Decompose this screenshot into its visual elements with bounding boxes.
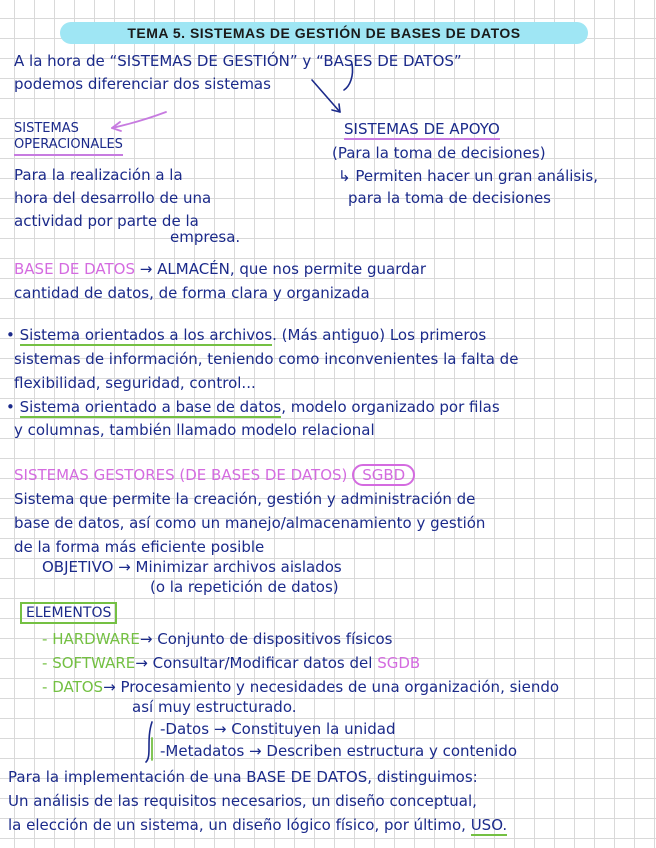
sub-datos-term: Datos	[165, 720, 210, 738]
elemento-dash: -	[42, 678, 48, 696]
arrow-to-apoyo	[312, 80, 340, 112]
conclusion-line-1: Para la implementación de una BASE DE DATOS, distinguimos:	[8, 768, 478, 786]
objetivo-label: OBJETIVO	[42, 558, 114, 576]
sgbd-line-1: Sistema que permite la creación, gestión y administración de	[14, 490, 476, 508]
elemento-datos-term: DATOS	[52, 678, 104, 696]
bullet-base-datos-term: Sistema orientado a base de datos	[19, 398, 282, 416]
elemento-dash: -	[42, 630, 48, 648]
apoyo-line-1: (Para la toma de decisiones)	[332, 144, 546, 162]
apoyo-line-3: para la toma de decisiones	[348, 189, 551, 207]
intro-line-2: podemos diferenciar dos sistemas	[14, 75, 271, 93]
intro-line-1: A la hora de “SISTEMAS DE GESTIÓN” y “BASES DE DATOS”	[14, 52, 462, 70]
conclusion-line-2: Un análisis de las requisitos necesarios, un diseño conceptual,	[8, 792, 477, 810]
sub-dash: -	[160, 742, 166, 760]
operacionales-line-3: actividad por parte de la	[14, 212, 199, 230]
bullet-archivos-rest: . (Más antiguo) Los primeros	[272, 326, 487, 344]
conclusion-uso-term: USO.	[470, 816, 508, 834]
bullet-base-datos-line-2: y columnas, también llamado modelo relacional	[14, 421, 375, 439]
operacionales-heading-1: SISTEMAS	[14, 121, 79, 136]
arrow-glyph: →	[118, 558, 131, 576]
elemento-hardware-term: HARDWARE	[52, 630, 140, 648]
apoyo-line-2: ↳ Permiten hacer un gran análisis,	[338, 167, 598, 185]
elemento-software-highlight: SGDB	[377, 654, 421, 672]
operacionales-line-2: hora del desarrollo de una	[14, 189, 212, 207]
bullet-dot: •	[6, 326, 15, 344]
conclusion-line-3-text: la elección de un sistema, un diseño lógico físico, por último,	[8, 816, 466, 834]
base-datos-line-2: cantidad de datos, de forma clara y organizada	[14, 284, 370, 302]
arrow-glyph: →	[249, 742, 262, 760]
base-datos-term: BASE DE DATOS	[14, 260, 135, 278]
sgbd-line-3: de la forma más eficiente posible	[14, 538, 265, 556]
arrow-glyph: →	[103, 678, 116, 696]
elemento-dash: -	[42, 654, 48, 672]
operacionales-line-1: Para la realización a la	[14, 166, 183, 184]
bullet-archivos-line-3: flexibilidad, seguridad, control...	[14, 374, 256, 392]
arrow-to-operacionales	[112, 112, 166, 128]
elemento-software-term: SOFTWARE	[52, 654, 136, 672]
bullet-archivos-line-2: sistemas de información, teniendo como inconvenientes la falta de	[14, 350, 519, 368]
sgbd-line-2: base de datos, así como un manejo/almacenamiento y gestión	[14, 514, 486, 532]
apoyo-heading: SISTEMAS DE APOYO	[344, 120, 500, 138]
elemento-software-text: Consultar/Modificar datos del	[152, 654, 373, 672]
arrow-glyph: →	[139, 260, 153, 278]
elemento-datos-line-2: así muy estructurado.	[132, 698, 297, 716]
arrow-glyph: →	[139, 630, 153, 648]
arrow-glyph: →	[135, 654, 148, 672]
bullet-archivos-term: Sistema orientados a los archivos	[19, 326, 273, 344]
brace-hook	[344, 64, 353, 90]
sgbd-acronym: SGBD	[352, 464, 415, 486]
elemento-hardware-text: Conjunto de dispositivos físicos	[157, 630, 393, 648]
objetivo-text: Minimizar archivos aislados	[135, 558, 342, 576]
bullet-base-datos-rest: , modelo organizado por filas	[281, 398, 500, 416]
operacionales-heading-2: OPERACIONALES	[14, 136, 123, 156]
bullet-dot: •	[6, 398, 15, 416]
sub-metadatos-text: Describen estructura y contenido	[266, 742, 518, 760]
arrow-glyph: →	[213, 720, 227, 738]
page-title: TEMA 5. SISTEMAS DE GESTIÓN DE BASES DE DATOS	[127, 25, 521, 41]
sgbd-heading-text: SISTEMAS GESTORES (DE BASES DE DATOS)	[14, 466, 348, 484]
sub-datos-text: Constituyen la unidad	[231, 720, 396, 738]
objetivo-line-2: (o la repetición de datos)	[150, 578, 339, 596]
sub-dash: -	[160, 720, 166, 738]
sub-metadatos-term: Metadatos	[165, 742, 245, 760]
elementos-heading: ELEMENTOS	[20, 602, 117, 624]
base-datos-definition: ALMACÉN, que nos permite guardar	[157, 260, 427, 278]
operacionales-line-4: empresa.	[170, 228, 241, 246]
elemento-datos-text: Procesamiento y necesidades de una organización, siendo	[120, 678, 560, 696]
